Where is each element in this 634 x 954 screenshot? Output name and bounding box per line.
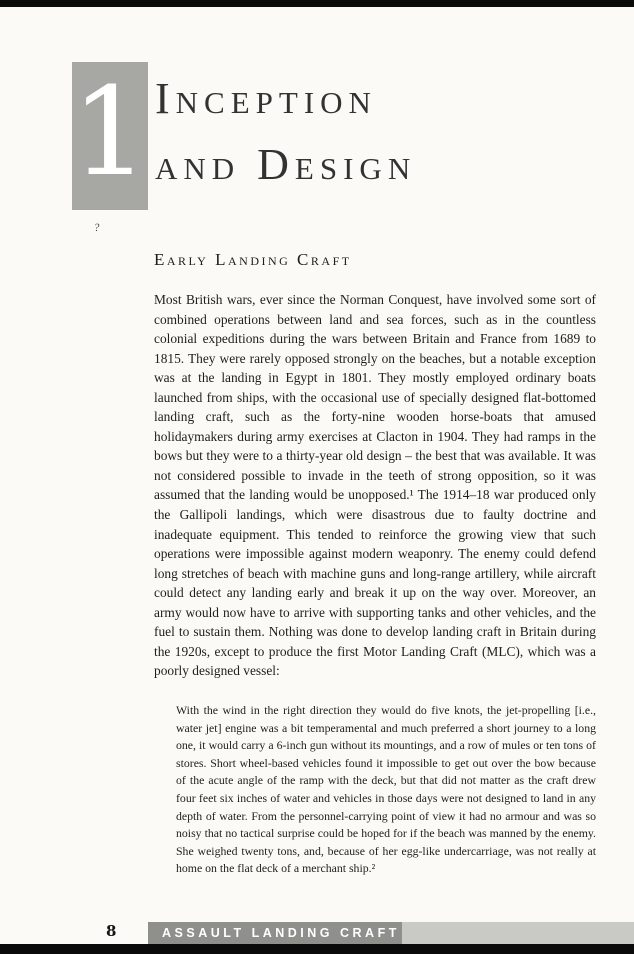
scan-edge-top [0,0,634,7]
running-footer-title: ASSAULT LANDING CRAFT [148,922,402,944]
body-paragraph: Most British wars, ever since the Norman Conquest, have involved some sort of combined operations between land and sea forces, such as in the countless colonial expeditions during the wars between Britain and France from 1689 to 1815. They were rarely opposed strongly on the beaches, but a notable exception was at the landing in Egypt in 1801. They mostly employed ordinary boats launched from ships, with the occasional use of specially designed flat-bottomed landing craft, such as the forty-nine wooden horse-boats that amused holidaymakers during army exercises at Clacton in 1904. They had ramps in the bows but they were to a thirty-year old design – the best that was available. It was not considered possible to invade in the teeth of strong opposition, so it was assumed that the landing would be unopposed.¹ The 1914–18 war produced only the Gallipoli landings, which were disastrous due to faulty doctrine and inadequate equipment. This tended to reinforce the growing view that such operations were impossible against modern weaponry. The enemy could defend long stretches of beach with machine guns and long-range artillery, while aircraft could detect any landing early and break it up on the way over. Moreover, an army would now have to arrive with supporting tanks and other vehicles, and the fuel to sustain them. Nothing was done to develop landing craft in Britain during the 1920s, except to produce the first Motor Landing Craft (MLC), which was a poorly designed vessel: [154,292,596,679]
footer-bar [148,922,634,944]
page-content [154,250,596,878]
chapter-title-line1: Inception [155,74,377,123]
print-artifact-mark: ? [93,221,100,235]
block-quote: With the wind in the right direction they would do five knots, the jet-propelling [i.e., water jet] engine was a bit temperamental and much preferred a short journey to a long one, it would carry a 6-inch gun without its mountings, and a row of mules or ten tons of stores. Short wheel-based vehicles found it impossible to get out over the bow because of the acute angle of the ramp with the deck, but that did not matter as the craft drew four feet six inches of water and vehicles in those days were not designed to land in any depth of water. From the personnel-carrying point of view it had no armour and was so noisy that no tactical surprise could be hoped for if the beach was manned by the enemy. She weighed twenty tons, and, because of her egg-like undercarriage, was not really at home on the flat deck of a merchant ship.² [176,702,596,876]
section-heading: Early Landing Craft [154,250,352,269]
scan-edge-bottom [0,944,634,954]
chapter-title-line2: and Design [155,140,417,189]
footer-bar-extension [402,922,634,944]
chapter-number-block [72,62,148,210]
chapter-title [155,66,416,198]
page-number: 8 [106,922,117,940]
chapter-number: 1 [71,61,149,203]
